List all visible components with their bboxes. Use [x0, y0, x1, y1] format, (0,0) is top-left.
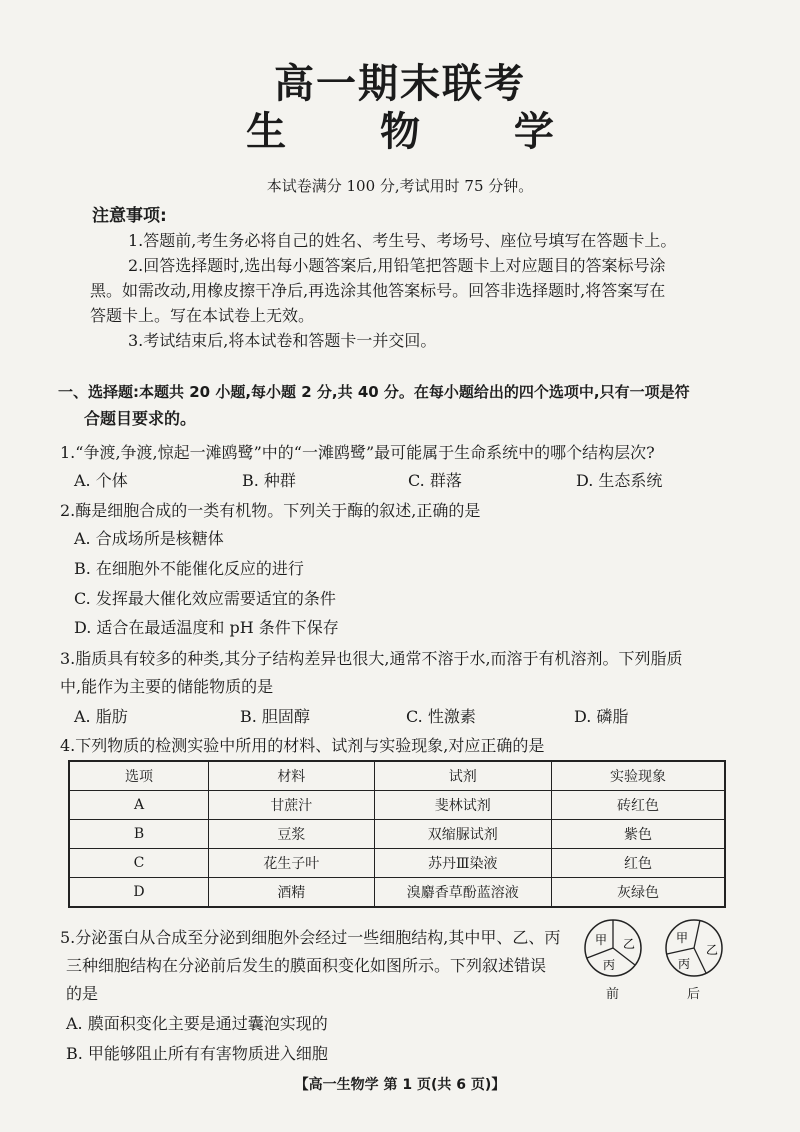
table-cell: 酒精: [209, 878, 374, 908]
question-3-option-d: D. 磷脂: [574, 707, 629, 726]
table-header-row: [69, 761, 725, 791]
question-4-stem: 4.下列物质的检测实验中所用的材料、试剂与实验现象,对应正确的是: [60, 736, 545, 755]
notice-line: 2.回答选择题时,选出每小题答案后,用铅笔把答题卡上对应题目的答案标号涂: [128, 256, 666, 275]
pie-label-bing: 丙: [603, 958, 616, 972]
table-cell: 砖红色: [552, 791, 725, 820]
notice-line: 3.考试结束后,将本试卷和答题卡一并交回。: [128, 331, 437, 350]
table-row: [69, 820, 725, 849]
table-cell: B: [69, 820, 209, 849]
page-footer: 【高一生物学 第 1 页(共 6 页)】: [294, 1077, 506, 1093]
question-2-option-b: B. 在细胞外不能催化反应的进行: [74, 559, 304, 578]
pie-label-jia: 甲: [595, 933, 608, 947]
question-3-stem-cont: 中,能作为主要的储能物质的是: [60, 677, 274, 696]
table-cell: 灰绿色: [552, 878, 725, 908]
pie-divider: [694, 948, 706, 973]
table-row: [69, 849, 725, 878]
question-2-option-a: A. 合成场所是核糖体: [74, 529, 224, 548]
question-2-option-d: D. 适合在最适温度和 pH 条件下保存: [74, 618, 339, 637]
section-heading-cont: 合题目要求的。: [84, 409, 197, 428]
pie-label-jia: 甲: [676, 931, 689, 945]
pie-divider: [667, 948, 694, 954]
exam-meta: 本试卷满分 100 分,考试用时 75 分钟。: [266, 177, 534, 195]
question-5-stem-cont: 三种细胞结构在分泌前后发生的膜面积变化如图所示。下列叙述错误: [66, 956, 547, 975]
question-1-option-b: B. 种群: [242, 471, 296, 490]
table-cell: 斐林试剂: [374, 791, 551, 820]
notice-heading: 注意事项:: [92, 206, 167, 226]
table-header-cell: 选项: [69, 761, 209, 791]
figure-caption-after: 后: [687, 987, 701, 1002]
question-3-option-c: C. 性激素: [406, 707, 476, 726]
exam-title: 高一期末联考: [274, 60, 526, 107]
table-cell: 双缩脲试剂: [374, 820, 551, 849]
question-1-option-d: D. 生态系统: [576, 471, 663, 490]
question-5-stem: 5.分泌蛋白从合成至分泌到细胞外会经过一些细胞结构,其中甲、乙、丙: [60, 928, 561, 947]
pie-divider: [587, 948, 613, 958]
pie-divider: [694, 920, 700, 948]
notice-line: 黑。如需改动,用橡皮擦干净后,再选涂其他答案标号。回答非选择题时,将答案写在: [90, 281, 666, 300]
table-cell: D: [69, 878, 209, 908]
pie-label-yi: 乙: [623, 937, 636, 951]
notice-line: 1.答题前,考生务必将自己的姓名、考生号、考场号、座位号填写在答题卡上。: [128, 231, 677, 250]
question-5-option-a: A. 膜面积变化主要是通过囊泡实现的: [66, 1014, 328, 1033]
table-cell: 苏丹Ⅲ染液: [374, 849, 551, 878]
subject-title: 生 物 学: [246, 108, 594, 155]
table-cell: 紫色: [552, 820, 725, 849]
question-3-option-b: B. 胆固醇: [240, 707, 310, 726]
table-cell: 甘蔗汁: [209, 791, 374, 820]
notice-line: 答题卡上。写在本试卷上无效。: [90, 306, 315, 325]
pie-label-yi: 乙: [706, 943, 719, 957]
table-header-cell: 实验现象: [552, 761, 725, 791]
question-5-option-b: B. 甲能够阻止所有有害物质进入细胞: [66, 1044, 328, 1063]
table-cell: 花生子叶: [209, 849, 374, 878]
question-5-stem-cont: 的是: [66, 984, 99, 1003]
question-3-stem: 3.脂质具有较多的种类,其分子结构差异也很大,通常不溶于水,而溶于有机溶剂。下列脂质: [60, 649, 683, 668]
question-2-stem: 2.酶是细胞合成的一类有机物。下列关于酶的叙述,正确的是: [60, 501, 481, 520]
question-2-option-c: C. 发挥最大催化效应需要适宜的条件: [74, 589, 336, 608]
question-3-option-a: A. 脂肪: [74, 707, 128, 726]
question-1-stem: 1.“争渡,争渡,惊起一滩鸥鹭”中的“一滩鸥鹭”最可能属于生命系统中的哪个结构层次?: [60, 443, 655, 462]
table-header-cell: 材料: [209, 761, 374, 791]
question-4-table: [68, 760, 726, 908]
question-1-option-c: C. 群落: [408, 471, 462, 490]
membrane-area-pie-before: [583, 918, 643, 978]
table-row: [69, 791, 725, 820]
figure-caption-before: 前: [606, 987, 620, 1002]
pie-label-bing: 丙: [678, 957, 691, 971]
section-heading: 一、选择题:本题共 20 小题,每小题 2 分,共 40 分。在每小题给出的四个选项中,只有一项是符: [58, 383, 690, 401]
table-cell: 豆浆: [209, 820, 374, 849]
table-cell: A: [69, 791, 209, 820]
question-1-option-a: A. 个体: [74, 471, 128, 490]
table-cell: C: [69, 849, 209, 878]
membrane-area-pie-after: [664, 918, 724, 978]
table-cell: 溴麝香草酚蓝溶液: [374, 878, 551, 908]
table-cell: 红色: [552, 849, 725, 878]
table-row: [69, 878, 725, 908]
table-header-cell: 试剂: [374, 761, 551, 791]
